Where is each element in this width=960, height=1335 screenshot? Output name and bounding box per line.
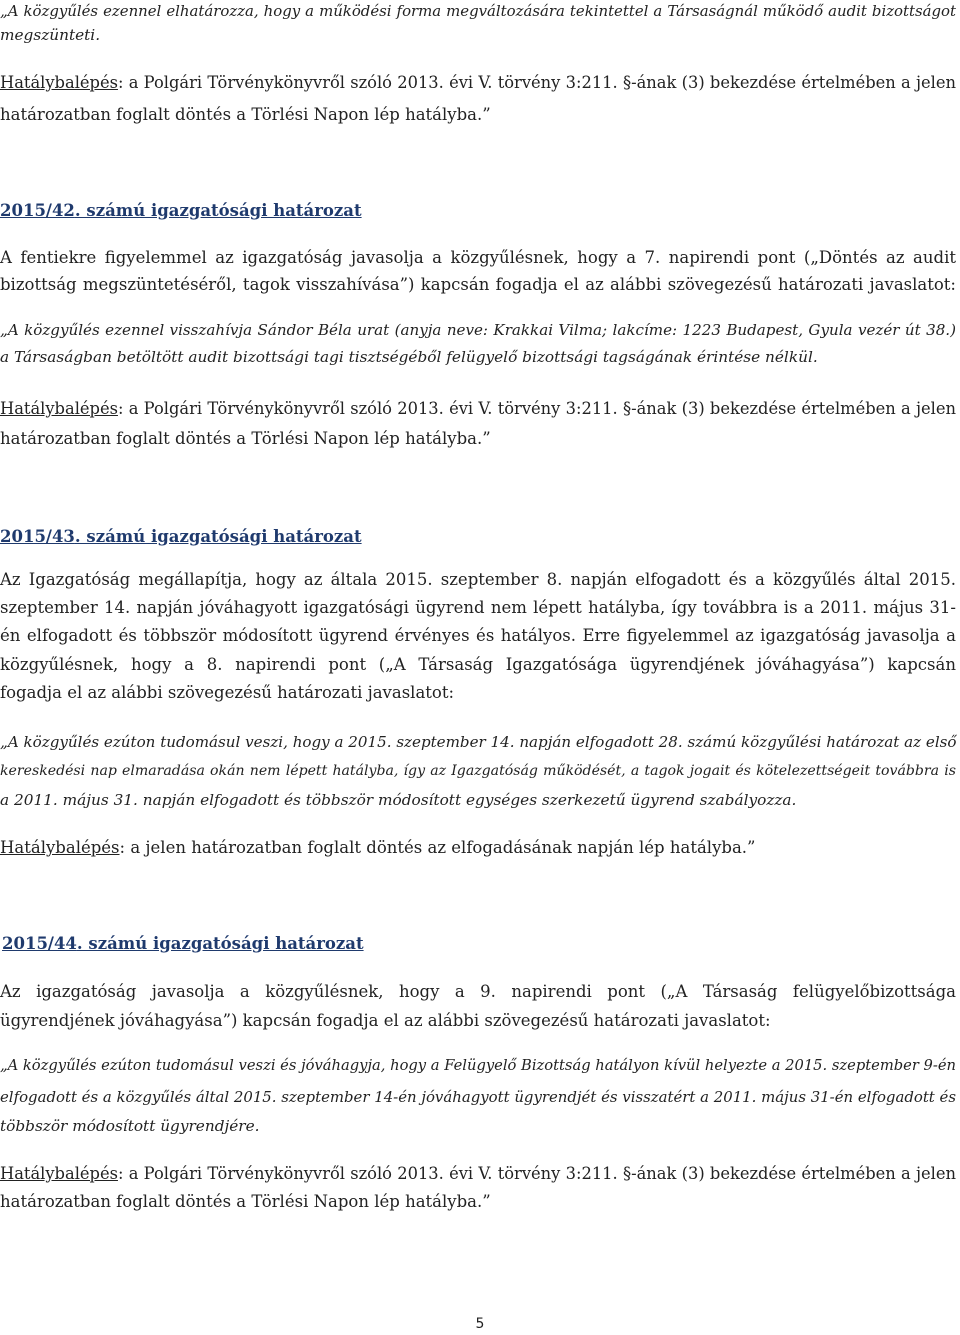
effective-date-line	[0, 72, 956, 94]
intro-line: szeptember 14. napján jóváhagyott igazgatósági ügyrend nem lépett hatályba, így továbbra is a 2011. május 31-	[0, 598, 956, 617]
quote-line: elfogadott és a közgyűlés által 2015. szeptember 14-én jóváhagyott ügyrendjét és visszatért a 2011. május 31-én elfogadott és	[0, 1088, 956, 1106]
resolution-heading-43	[0, 526, 956, 548]
intro-line: fogadja el az alábbi szövegezésű határozati javaslatot:	[0, 683, 455, 702]
effective-label: Hatálybalépés	[0, 1164, 118, 1183]
resolution-number: 2015/43	[0, 527, 75, 546]
intro-line: én elfogadott és többször módosított ügyrend érvényes és hatályos. Erre figyelemmel az igazgatóság javasolja a	[0, 626, 956, 645]
resolution-title: . számú igazgatósági határozat	[74, 201, 362, 220]
effective-line: határozatban foglalt döntés a Törlési Napon lép hatályba.”	[0, 429, 491, 448]
quote-line: a 2011. május 31. napján elfogadott és többször módosított egységes szerkezetű ügyrend szabályozza.	[0, 791, 797, 809]
intro-line: közgyűlésnek, hogy a 8. napirendi pont („A Társaság Igazgatósága ügyrendjének jóváhagyása”) kapcsán	[0, 655, 956, 674]
effective-text: : a Polgári Törvénykönyvről szóló 2013. évi V. törvény 3:211. §-ának (3) bekezdése értelmében a jelen	[117, 1164, 956, 1183]
effective-line: határozatban foglalt döntés a Törlési Napon lép hatályba.”	[0, 1192, 491, 1211]
intro-line: ügyrendjének jóváhagyása”) kapcsán fogadja el az alábbi szövegezésű határozati javaslatot:	[0, 1011, 771, 1030]
quote-line: „A közgyűlés ezúton tudomásul veszi és jóváhagyja, hogy a Felügyelő Bizottság hatályon kívül helyezte a 2015. szeptember 9-én	[0, 1057, 956, 1074]
effective-date-line	[0, 837, 956, 859]
quote-line: a Társaságban betöltött audit bizottsági tagi tisztségéből felügyelő bizottsági tagságának érintése nélkül.	[0, 348, 818, 366]
intro-line: A fentiekre figyelemmel az igazgatóság javasolja a közgyűlésnek, hogy a 7. napirendi pont („Döntés az audit	[0, 248, 956, 267]
effective-label: Hatálybalépés	[0, 838, 120, 857]
effective-date-line	[0, 1163, 956, 1185]
effective-label: Hatálybalépés	[0, 73, 118, 92]
effective-label: Hatálybalépés	[0, 399, 118, 418]
quote-line: „A közgyűlés ezennel visszahívja Sándor Béla urat (anyja neve: Krakkai Vilma; lakcíme: 1223 Budapest, Gyula vezér út 38.)	[0, 321, 956, 339]
resolution-title: . számú igazgatósági határozat	[74, 527, 362, 546]
effective-line: határozatban foglalt döntés a Törlési Napon lép hatályba.”	[0, 105, 491, 124]
quote-line: kereskedési nap elmaradása okán nem lépett hatályba, így az Igazgatóság működését, a tagok jogait és kötelezettségeit továbbra is	[0, 763, 956, 779]
page-number: 5	[475, 1316, 485, 1332]
intro-line: Az igazgatóság javasolja a közgyűlésnek, hogy a 9. napirendi pont („A Társaság felügyelőbizottsága	[0, 982, 956, 1001]
intro-line: bizottság megszüntetéséről, tagok visszahívása”) kapcsán fogadja el az alábbi szövegezésű határozati javaslatot:	[0, 275, 956, 294]
resolution-number: 2015/42	[0, 201, 75, 220]
effective-text: : a Polgári Törvénykönyvről szóló 2013. évi V. törvény 3:211. §-ának (3) bekezdése értelmében a jelen	[117, 73, 956, 92]
effective-date-line	[0, 398, 956, 420]
resolution-heading-44	[2, 933, 958, 955]
resolution-title: . számú igazgatósági határozat	[76, 934, 364, 953]
resolution-number: 2015/44	[2, 934, 77, 953]
intro-line: Az Igazgatóság megállapítja, hogy az általa 2015. szeptember 8. napján elfogadott és a közgyűlés által 2015.	[0, 570, 956, 589]
resolution-heading-42	[0, 200, 956, 222]
quote-line: „A közgyűlés ezennel elhatározza, hogy a működési forma megváltozására tekintettel a Társaságnál működő audit bizottságot	[0, 2, 956, 20]
effective-text: : a Polgári Törvénykönyvről szóló 2013. évi V. törvény 3:211. §-ának (3) bekezdése értelmében a jelen	[117, 399, 956, 418]
quote-line: megszünteti.	[0, 26, 101, 44]
effective-text: : a jelen határozatban foglalt döntés az elfogadásának napján lép hatályba.”	[119, 838, 756, 857]
quote-line: többször módosított ügyrendjére.	[0, 1117, 260, 1135]
quote-line: „A közgyűlés ezúton tudomásul veszi, hogy a 2015. szeptember 14. napján elfogadott 28. számú közgyűlési határozat az első	[0, 733, 957, 751]
